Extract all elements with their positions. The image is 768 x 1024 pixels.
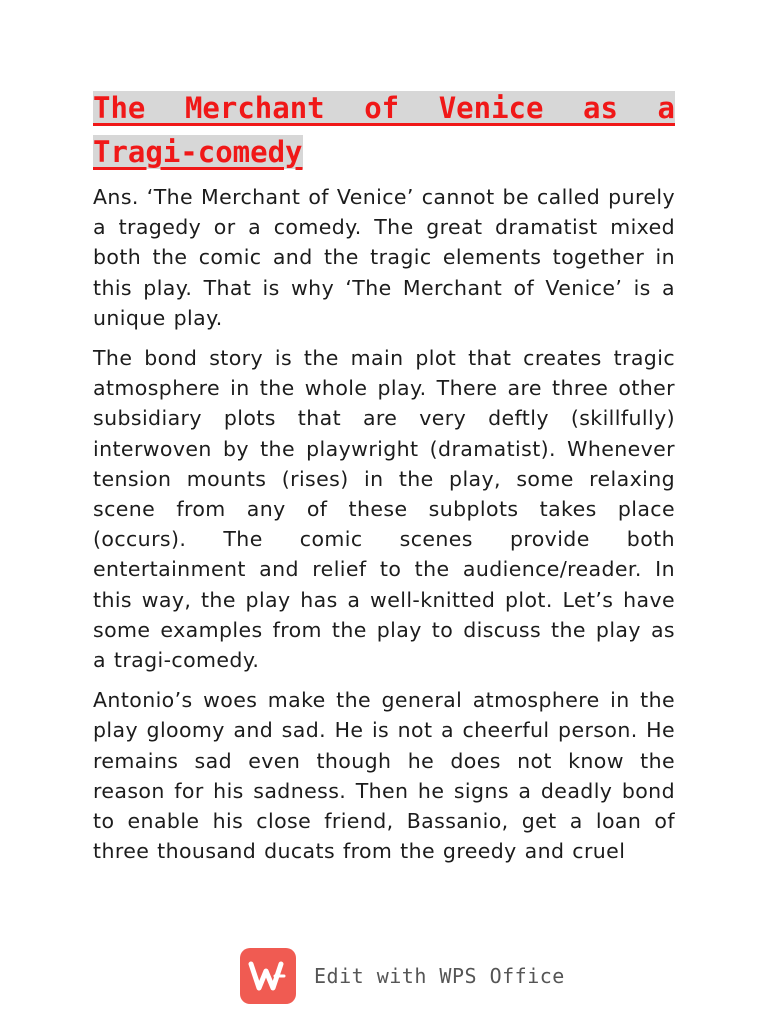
document-page: [93, 86, 675, 876]
paragraph-bond-story: The bond story is the main plot that creates tragic atmosphere in the whole play. There are three other subsidiary plots that are very deftly (skillfully) interwoven by the playwright (dramatist). Whenever tension mounts (rises) in the play, some relaxing scene from any of these subplots takes place (occurs). The comic scenes provide both entertainment and relief to the audience/reader. In this way, the play has a well-knitted plot. Let’s have some examples from the play to discuss the play as a tragi-comedy.: [93, 346, 675, 673]
paragraph-intro: Ans. ‘The Merchant of Venice’ cannot be called purely a tragedy or a comedy. The great dramatist mixed both the comic and the tragic elements together in this play. That is why ‘The Merchant of Venice’ is a unique play.: [93, 185, 675, 330]
paragraph-antonio: Antonio’s woes make the general atmosphere in the play gloomy and sad. He is not a cheerful person. He remains sad even though he does not know the reason for his sadness. Then he signs a deadly bond to enable his close friend, Bassanio, get a loan of three thousand ducats from the greedy and cruel: [93, 688, 675, 864]
document-title: [93, 86, 675, 174]
wps-office-logo-icon: [240, 948, 296, 1004]
title-line-2: Tragi-comedy: [93, 135, 303, 169]
edit-with-wps-button[interactable]: [240, 948, 565, 1004]
title-line-1: The Merchant of Venice as a: [93, 91, 675, 125]
edit-with-wps-label: Edit with WPS Office: [314, 964, 565, 988]
